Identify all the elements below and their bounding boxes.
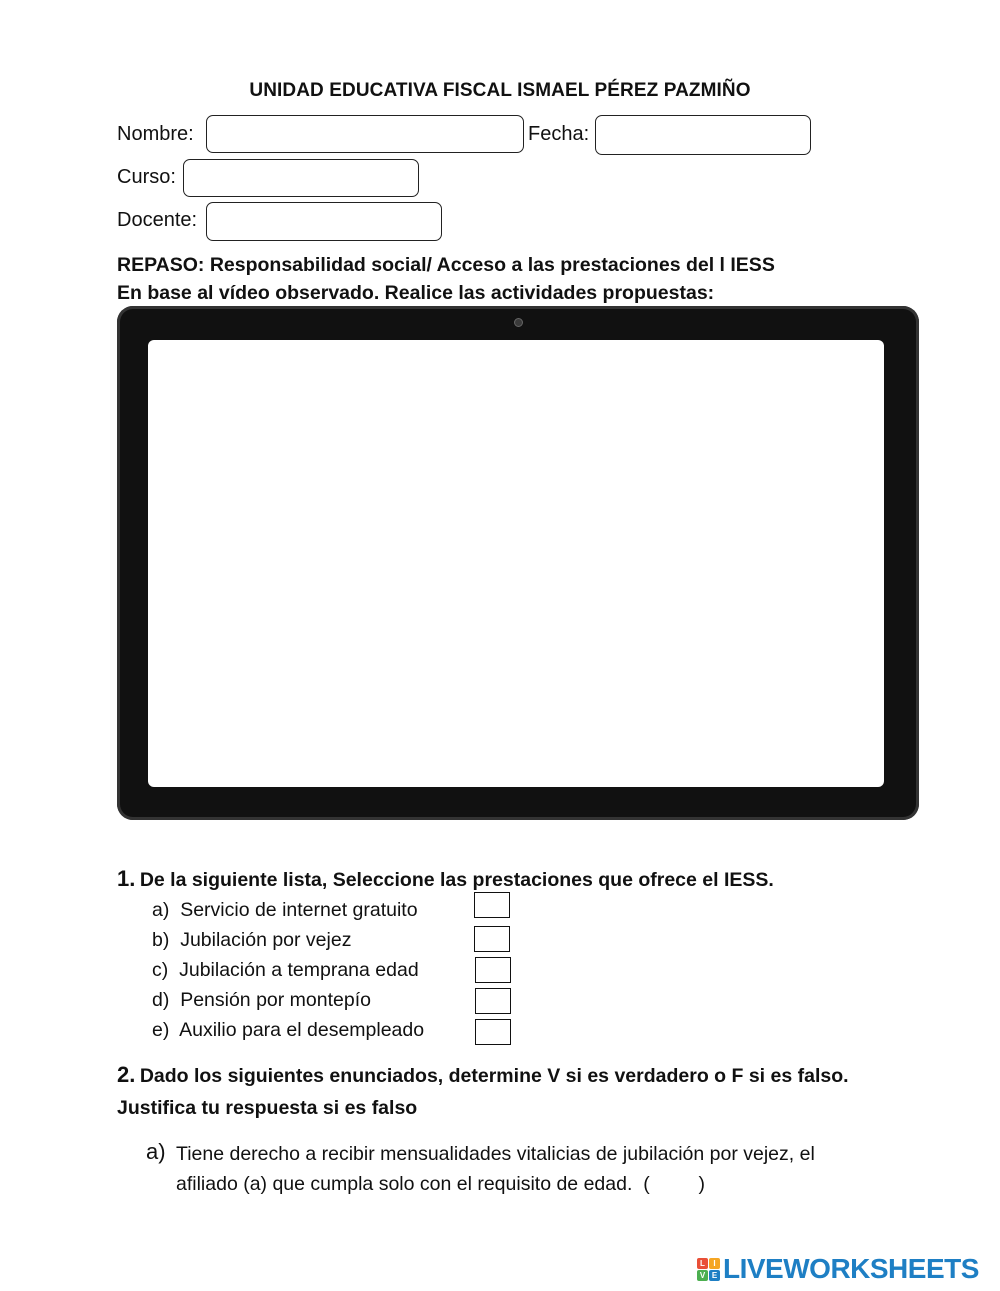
logo-text: LIVEWORKSHEETS bbox=[723, 1253, 979, 1284]
option-d bbox=[152, 989, 371, 1012]
question-2-subtext: Justifica tu respuesta si es falso bbox=[117, 1097, 418, 1119]
question-2-heading bbox=[117, 1062, 849, 1088]
option-b-checkbox[interactable] bbox=[474, 926, 510, 952]
question-2-text: Dado los siguientes enunciados, determine V si es verdadero o F si es falso. bbox=[139, 1065, 849, 1087]
liveworksheets-logo[interactable] bbox=[697, 1253, 979, 1285]
fecha-input[interactable] bbox=[595, 115, 811, 155]
option-a bbox=[152, 899, 418, 922]
question-2-number: 2. bbox=[117, 1062, 136, 1087]
option-c bbox=[152, 959, 419, 982]
curso-input[interactable] bbox=[183, 159, 419, 197]
video-screen[interactable] bbox=[148, 340, 884, 787]
option-c-checkbox[interactable] bbox=[475, 957, 511, 983]
option-letter: c) bbox=[152, 959, 169, 981]
option-letter: e) bbox=[152, 1019, 170, 1041]
option-d-checkbox[interactable] bbox=[475, 988, 511, 1014]
statement-a bbox=[146, 1139, 166, 1165]
option-text: Servicio de internet gratuito bbox=[180, 899, 418, 921]
docente-input[interactable] bbox=[206, 202, 442, 241]
fecha-label: Fecha: bbox=[528, 123, 590, 145]
docente-label: Docente: bbox=[117, 209, 198, 231]
statement-a-line2: afiliado (a) que cumpla solo con el requisito de edad. ( ) bbox=[176, 1173, 705, 1195]
school-title: UNIDAD EDUCATIVA FISCAL ISMAEL PÉREZ PAZMIÑO bbox=[249, 80, 751, 101]
option-b bbox=[152, 929, 351, 952]
curso-label: Curso: bbox=[117, 166, 176, 188]
option-a-checkbox[interactable] bbox=[474, 892, 510, 918]
option-text: Pensión por montepío bbox=[180, 989, 371, 1011]
option-text: Jubilación por vejez bbox=[180, 929, 352, 951]
option-text: Jubilación a temprana edad bbox=[179, 959, 419, 981]
nombre-input[interactable] bbox=[206, 115, 524, 153]
statement-letter: a) bbox=[146, 1139, 166, 1164]
logo-mark-icon: L I V E bbox=[697, 1258, 720, 1281]
option-letter: a) bbox=[152, 899, 170, 921]
option-letter: d) bbox=[152, 989, 170, 1011]
review-title: REPASO: Responsabilidad social/ Acceso a las prestaciones del l IESS bbox=[117, 254, 775, 276]
question-1-number: 1. bbox=[117, 866, 136, 891]
question-1-text: De la siguiente lista, Seleccione las prestaciones que ofrece el IESS. bbox=[139, 869, 774, 891]
option-e bbox=[152, 1019, 424, 1042]
instructions: En base al vídeo observado. Realice las actividades propuestas: bbox=[117, 282, 715, 304]
option-text: Auxilio para el desempleado bbox=[179, 1019, 425, 1041]
statement-a-line1: Tiene derecho a recibir mensualidades vitalicias de jubilación por vejez, el bbox=[176, 1143, 815, 1165]
option-letter: b) bbox=[152, 929, 170, 951]
question-1-heading bbox=[117, 866, 774, 892]
nombre-label: Nombre: bbox=[117, 123, 194, 145]
option-e-checkbox[interactable] bbox=[475, 1019, 511, 1045]
camera-icon bbox=[514, 318, 523, 327]
